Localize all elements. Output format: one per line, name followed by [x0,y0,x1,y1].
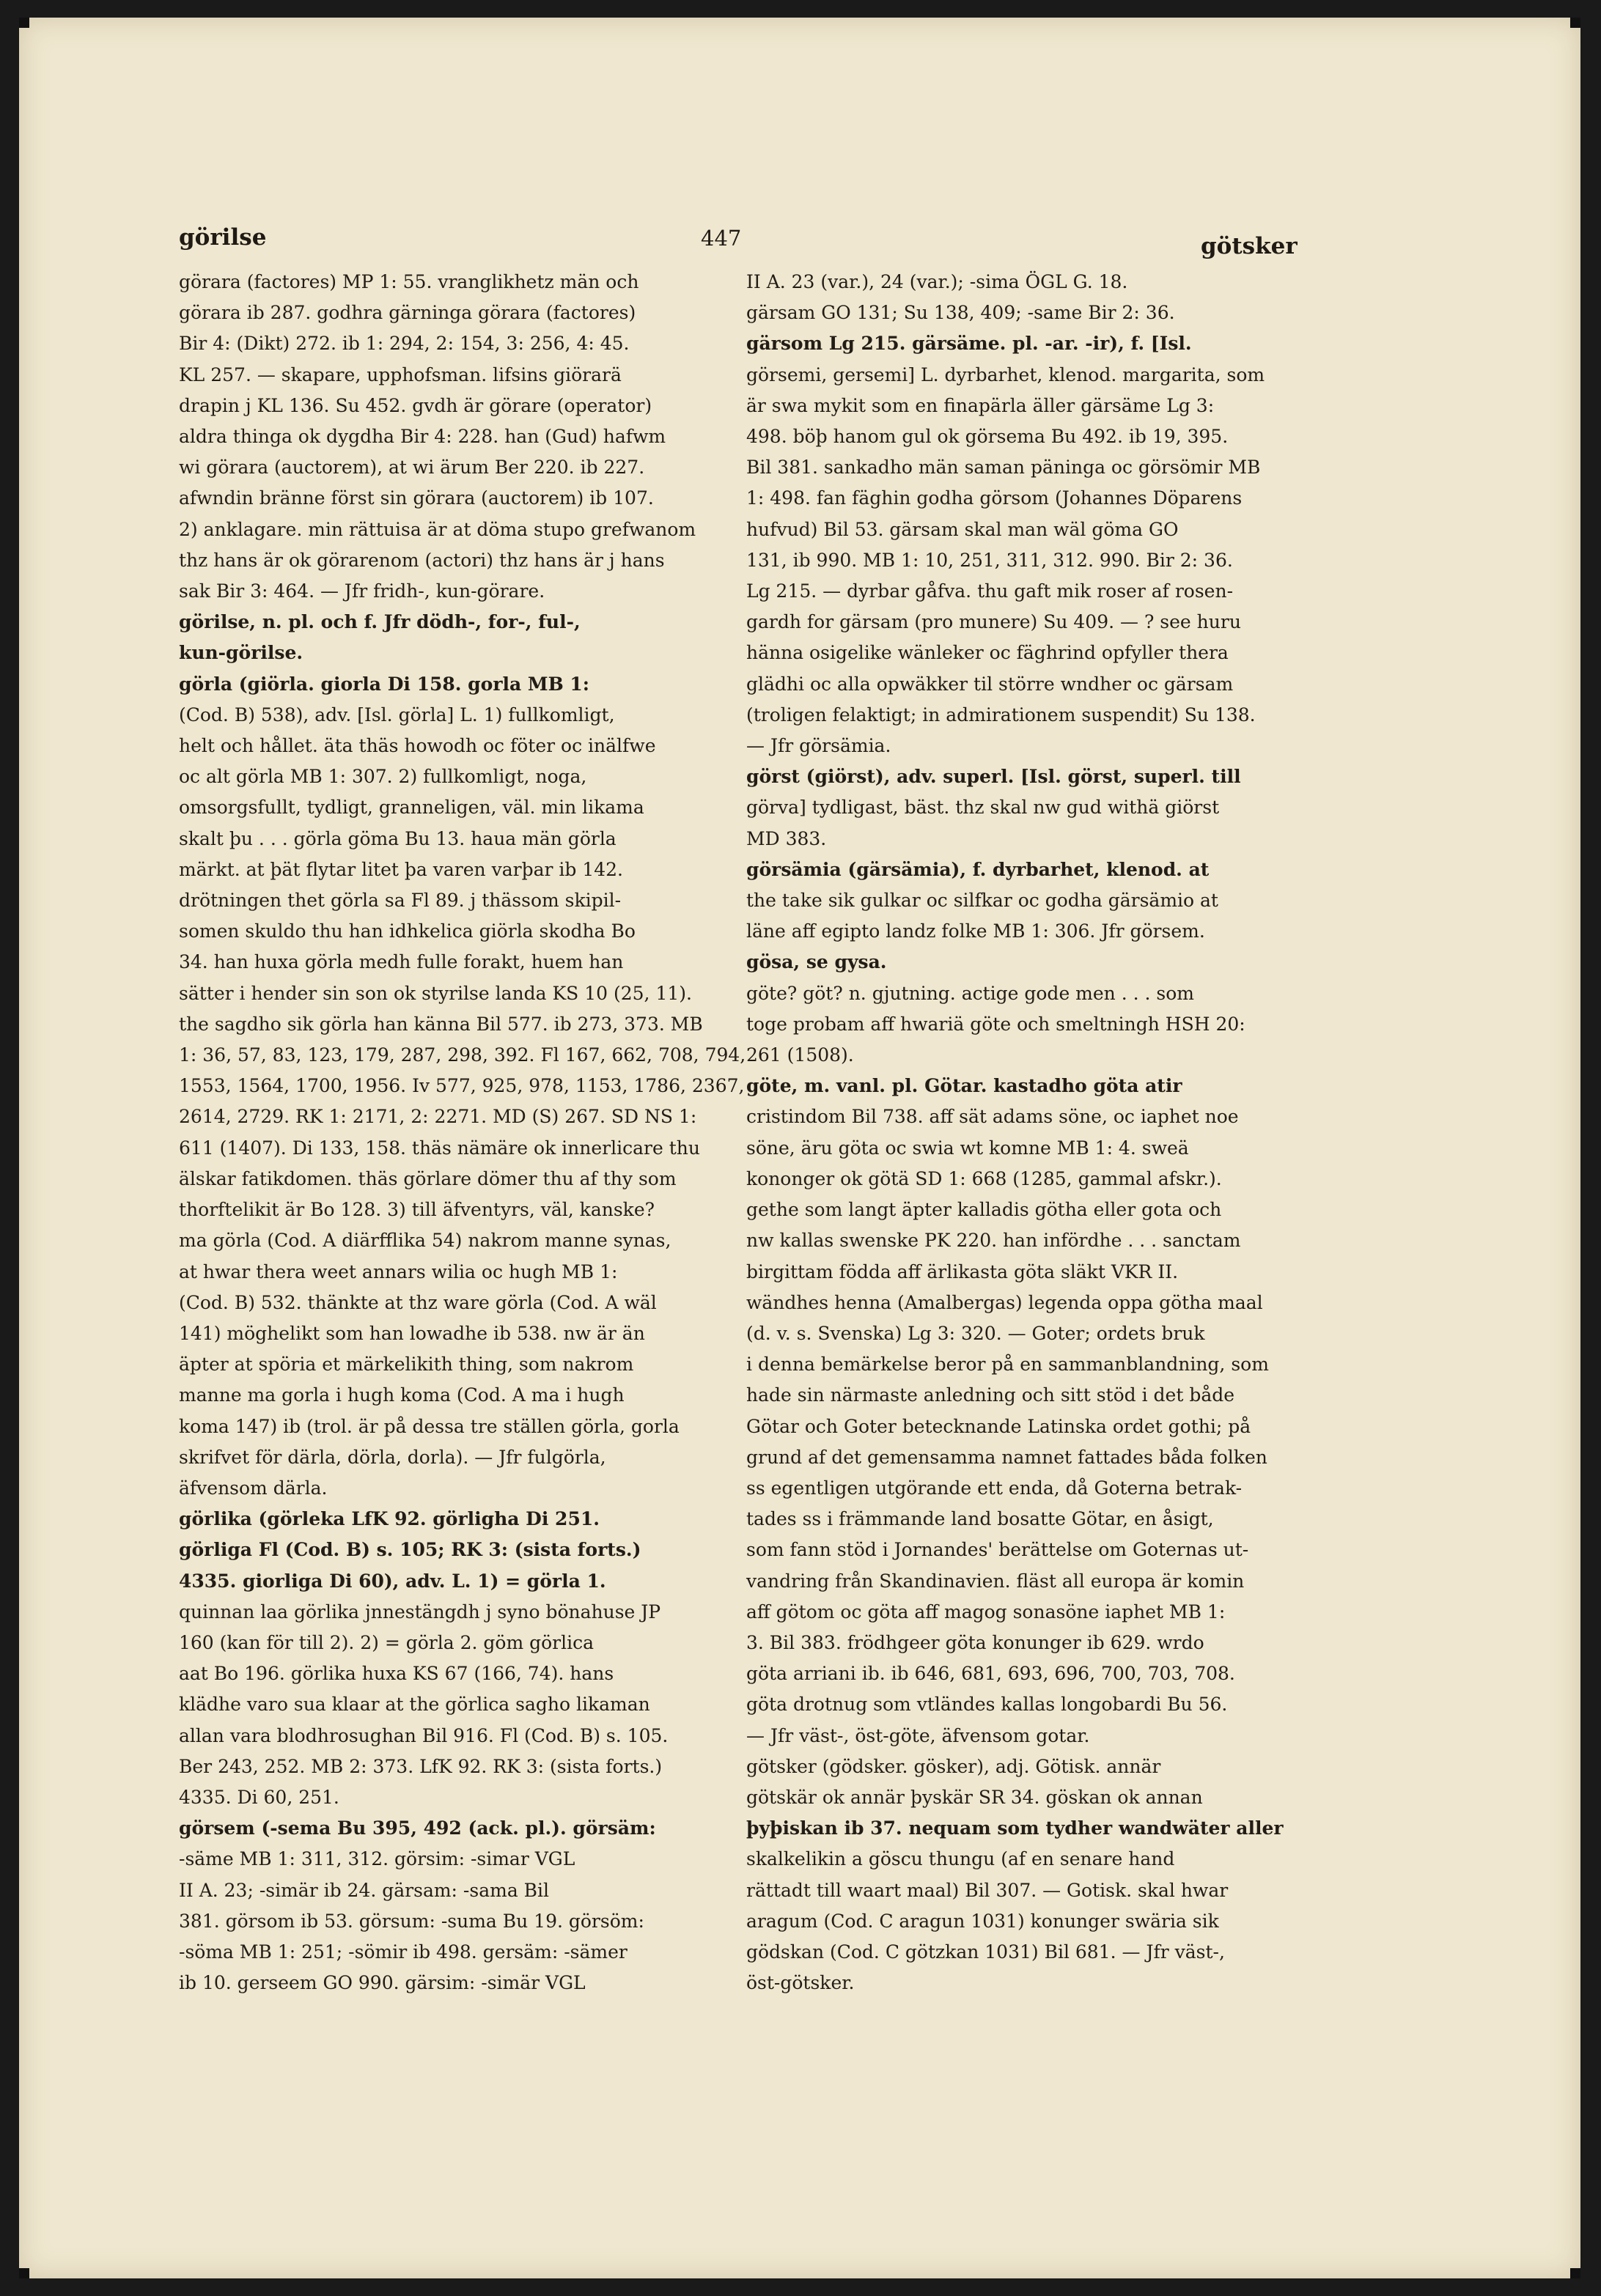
text-line: ma görla (Cod. A diärfflika 54) nakrom manne synas, [179,1230,671,1252]
header-left-guideword: görilse [179,224,267,251]
text-line: görara ib 287. godhra gärninga görara (factores) [179,302,636,324]
text-line: kononger ok götä SD 1: 668 (1285, gammal afskr.). [746,1167,1222,1189]
text-line: gödskan (Cod. C götzkan 1031) Bil 681. — Jfr väst-, [746,1941,1225,1963]
text-line: 131, ib 990. MB 1: 10, 251, 311, 312. 990. Bir 2: 36. [746,549,1233,571]
text-line: 4335. Di 60, 251. [179,1786,339,1808]
text-line: göte? göt? n. gjutning. actige gode men . . . som [746,982,1194,1004]
text-line: afwndin bränne först sin görara (auctorem) ib 107. [179,487,654,509]
text-line: är swa mykit som en finapärla äller gärsäme Lg 3: [746,394,1215,416]
text-line: allan vara blodhrosughan Bil 916. Fl (Cod. B) s. 105. [179,1724,669,1746]
text-line: 498. böþ hanom gul ok görsema Bu 492. ib 19, 395. [746,426,1229,448]
text-line: aff götom oc göta aff magog sonasöne iaphet MB 1: [746,1601,1226,1623]
text-line: göta arriani ib. ib 646, 681, 693, 696, 700, 703, 708. [746,1663,1235,1685]
text-line: görsämia (gärsämia), f. dyrbarhet, klenod. at [746,858,1210,880]
text-line: kun-görilse. [179,642,303,664]
text-line: quinnan laa görlika jnnestängdh j syno bönahuse JP [179,1601,661,1623]
text-line: äfvensom därla. [179,1477,328,1499]
text-line: aldra thinga ok dygdha Bir 4: 228. han (Gud) hafwm [179,426,666,448]
text-line: 3. Bil 383. frödhgeer göta konunger ib 629. wrdo [746,1631,1204,1653]
text-line: thorftelikit är Bo 128. 3) till äfventyrs, väl, kanske? [179,1199,655,1221]
text-line: 34. han huxa görla medh fulle forakt, huem han [179,951,624,973]
text-line: gardh for gärsam (pro munere) Su 409. — ? see huru [746,611,1241,633]
text-line: II A. 23; -simär ib 24. gärsam: -sama Bil [179,1879,550,1901]
text-line: 2614, 2729. RK 1: 2171, 2: 2271. MD (S) 267. SD NS 1: [179,1106,697,1128]
text-line: — Jfr görsämia. [746,735,891,757]
text-line: ib 10. gerseem GO 990. gärsim: -simär VGL [179,1972,586,1994]
header-right-guideword: götsker [1201,233,1298,259]
text-line: somen skuldo thu han idhkelica giörla skodha Bo [179,920,636,942]
text-line: görst (giörst), adv. superl. [Isl. görst, superl. till [746,766,1241,788]
text-line: MD 383. [746,827,827,849]
text-line: koma 147) ib (trol. är på dessa tre ställen görla, gorla [179,1415,680,1437]
text-line: gethe som langt äpter kalladis götha eller gota och [746,1199,1222,1221]
text-line: göte, m. vanl. pl. Götar. kastadho göta atir [746,1075,1182,1097]
text-line: 1: 498. fan fäghin godha görsom (Johannes Döparens [746,487,1243,509]
text-line: tades ss i främmande land bosatte Götar, en åsigt, [746,1508,1214,1530]
text-line: sak Bir 3: 464. — Jfr fridh-, kun-görare. [179,580,545,602]
page-number: 447 [701,226,742,251]
text-line: 160 (kan för till 2). 2) = görla 2. göm görlica [179,1631,595,1653]
text-line: 4335. giorliga Di 60), adv. L. 1) = görla 1. [179,1570,606,1592]
text-line: 1553, 1564, 1700, 1956. Iv 577, 925, 978, 1153, 1786, 2367, [179,1075,745,1097]
text-line: nw kallas swenske PK 220. han infördhe . . . sanctam [746,1230,1241,1252]
text-line: Bil 381. sankadho män saman päninga oc görsömir MB [746,457,1261,479]
text-line: görlika (görleka LfK 92. görligha Di 251. [179,1508,600,1530]
text-line: märkt. at þät flytar litet þa varen varþar ib 142. [179,858,623,880]
text-line: ss egentligen utgörande ett enda, då Goterna betrak- [746,1477,1243,1499]
text-line: görliga Fl (Cod. B) s. 105; RK 3: (sista forts.) [179,1539,641,1561]
text-line: toge probam aff hwariä göte och smeltningh HSH 20: [746,1013,1245,1035]
crop-mark [19,2268,29,2278]
text-line: drötningen thet görla sa Fl 89. j thässom skipil- [179,890,622,912]
text-line: cristindom Bil 738. aff sät adams söne, oc iaphet noe [746,1106,1239,1128]
text-line: birgittam födda aff ärlikasta göta släkt VKR II. [746,1260,1179,1282]
text-line: — Jfr väst-, öst-göte, äfvensom gotar. [746,1724,1090,1746]
text-line: hänna osigelike wänleker oc fäghrind opfyller thera [746,642,1229,664]
text-line: skalt þu . . . görla göma Bu 13. haua män görla [179,827,617,849]
text-line: sätter i hender sin son ok styrilse landa KS 10 (25, 11). [179,982,692,1004]
text-line: görva] tydligast, bäst. thz skal nw gud withä giörst [746,797,1220,819]
text-line: Götar och Goter betecknande Latinska ordet gothi; på [746,1415,1251,1437]
text-line: II A. 23 (var.), 24 (var.); -sima ÖGL G. 18. [746,271,1128,292]
text-line: hade sin närmaste anledning och sitt stöd i det både [746,1384,1235,1406]
text-line: 261 (1508). [746,1044,854,1066]
text-line: 1: 36, 57, 83, 123, 179, 287, 298, 392. Fl 167, 662, 708, 794, [179,1044,746,1066]
text-line: i denna bemärkelse beror på en sammanblandning, som [746,1354,1269,1376]
text-line: söne, äru göta oc swia wt komne MB 1: 4. sweä [746,1137,1189,1159]
text-line: (Cod. B) 538), adv. [Isl. görla] L. 1) fullkomligt, [179,704,615,726]
text-line: görsemi, gersemi] L. dyrbarhet, klenod. margarita, som [746,363,1265,385]
text-line: drapin j KL 136. Su 452. gvdh är görare (operator) [179,394,652,416]
text-line: (troligen felaktigt; in admirationem suspendit) Su 138. [746,704,1256,726]
right-column [746,267,1421,1998]
text-line: 141) möghelikt som han lowadhe ib 538. nw är än [179,1322,645,1344]
text-line: görla (giörla. giorla Di 158. gorla MB 1: [179,673,590,695]
text-line: 2) anklagare. min rättuisa är at döma stupo grefwanom [179,518,696,540]
text-line: älskar fatikdomen. thäs görlare dömer thu af thy som [179,1167,677,1189]
text-line: gärsom Lg 215. gärsäme. pl. -ar. -ir), f. [Isl. [746,333,1192,355]
text-line: Bir 4: (Dikt) 272. ib 1: 294, 2: 154, 3: 256, 4: 45. [179,333,630,355]
text-line: Lg 215. — dyrbar gåfva. thu gaft mik roser af rosen- [746,580,1234,602]
text-line: grund af det gemensamma namnet fattades båda folken [746,1446,1267,1468]
crop-mark [1570,18,1580,28]
text-line: öst-götsker. [746,1972,855,1994]
text-line: som fann stöd i Jornandes' berättelse om Goternas ut- [746,1539,1249,1561]
text-line: glädhi oc alla opwäkker til större wndher oc gärsam [746,673,1234,695]
text-line: skrifvet för därla, dörla, dorla). — Jfr fulgörla, [179,1446,606,1468]
text-line: 381. görsom ib 53. görsum: -suma Bu 19. görsöm: [179,1910,644,1932]
dictionary-page [19,18,1580,2278]
text-line: -söma MB 1: 251; -sömir ib 498. gersäm: -sämer [179,1941,627,1963]
text-line: aragum (Cod. C aragun 1031) konunger swäria sik [746,1910,1219,1932]
crop-mark [1570,2268,1580,2278]
text-line: klädhe varo sua klaar at the görlica sagho likaman [179,1694,650,1716]
text-line: (d. v. s. Svenska) Lg 3: 320. — Goter; ordets bruk [746,1322,1205,1344]
text-line: vandring från Skandinavien. fläst all europa är komin [746,1570,1245,1592]
text-line: -säme MB 1: 311, 312. görsim: -simar VGL [179,1848,575,1870]
text-line: göta drotnug som vtländes kallas longobardi Bu 56. [746,1694,1228,1716]
text-line: Ber 243, 252. MB 2: 373. LfK 92. RK 3: (sista forts.) [179,1755,663,1777]
text-line: the take sik gulkar oc silfkar oc godha gärsämio at [746,890,1218,912]
text-line: götskär ok annär þyskär SR 34. göskan ok annan [746,1786,1203,1808]
text-line: wi görara (auctorem), at wi ärum Ber 220. ib 227. [179,457,645,479]
text-line: helt och hållet. äta thäs howodh oc föter oc inälfwe [179,735,656,757]
text-line: görara (factores) MP 1: 55. vranglikhetz män och [179,271,639,292]
text-line: rättadt till waart maal) Bil 307. — Gotisk. skal hwar [746,1879,1229,1901]
text-line: 611 (1407). Di 133, 158. thäs nämäre ok innerlicare thu [179,1137,700,1159]
text-line: thz hans är ok görarenom (actori) thz hans är j hans [179,549,665,571]
crop-mark [19,18,29,28]
text-line: gösa, se gysa. [746,951,887,973]
text-line: (Cod. B) 532. thänkte at thz ware görla (Cod. A wäl [179,1291,657,1313]
text-line: at hwar thera weet annars wilia oc hugh MB 1: [179,1260,618,1282]
text-line: skalkelikin a göscu thungu (af en senare hand [746,1848,1175,1870]
text-line: görsem (-sema Bu 395, 492 (ack. pl.). görsäm: [179,1817,656,1839]
text-line: läne aff egipto landz folke MB 1: 306. Jfr görsem. [746,920,1205,942]
text-line: götsker (gödsker. gösker), adj. Götisk. annär [746,1755,1161,1777]
text-line: oc alt görla MB 1: 307. 2) fullkomligt, noga, [179,766,587,788]
text-line: äpter at spöria et märkelikith thing, som nakrom [179,1354,634,1376]
text-line: hufvud) Bil 53. gärsam skal man wäl göma GO [746,518,1179,540]
text-line: gärsam GO 131; Su 138, 409; -same Bir 2: 36. [746,302,1175,324]
text-line: þyþiskan ib 37. nequam som tydher wandwäter aller [746,1817,1284,1839]
text-line: wändhes henna (Amalbergas) legenda oppa götha maal [746,1291,1263,1313]
text-line: aat Bo 196. görlika huxa KS 67 (166, 74). hans [179,1663,614,1685]
text-line: omsorgsfullt, tydligt, granneligen, väl. min likama [179,797,644,819]
text-line: manne ma gorla i hugh koma (Cod. A ma i hugh [179,1384,625,1406]
text-line: görilse, n. pl. och f. Jfr dödh-, for-, ful-, [179,611,581,633]
text-line: KL 257. — skapare, upphofsman. lifsins giörarä [179,363,622,385]
text-line: the sagdho sik görla han känna Bil 577. ib 273, 373. MB [179,1013,703,1035]
